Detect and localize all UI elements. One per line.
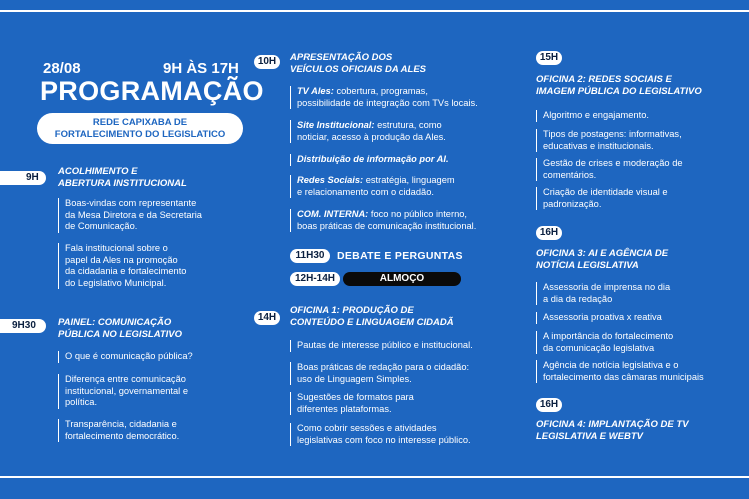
list-item: Diferença entre comunicação institucional, governamental e política. [58,374,188,409]
list-item [290,86,478,109]
subtitle-line-1: REDE CAPIXABA DE [92,117,188,128]
bottom-border-line [0,476,749,478]
page-title: PROGRAMAÇÃO [40,76,264,106]
item-label: TV Ales: [297,86,334,96]
list-item: Gestão de crises e moderação de comentários. [536,158,683,181]
time-badge-12h-14h: 12H-14H [290,272,340,286]
list-item: Como cobrir sessões e atividades legislativas com foco no interesse público. [290,423,471,446]
list-item: Transparência, cidadania e fortalecimento democrático. [58,419,179,442]
section-title-apresentacao: APRESENTAÇÃO DOS VEÍCULOS OFICIAIS DA ALES [290,52,427,75]
time-badge-16h-a: 16H [536,226,562,240]
event-time: 9H ÀS 17H [163,60,239,77]
list-item: A importância do fortalecimento da comunicação legislativa [536,331,673,354]
item-label: COM. INTERNA: [297,209,369,219]
section-title-oficina-3: OFICINA 3: AI E AGÊNCIA DE NOTÍCIA LEGISLATIVA [536,248,669,271]
top-border-line [0,10,749,12]
list-item [290,120,446,143]
item-label: Site Institucional: [297,120,375,130]
list-item: Boas-vindas com representante da Mesa Diretora e da Secretaria de Comunicação. [58,198,202,233]
lunch-badge: ALMOÇO [343,272,461,286]
list-item: Tipos de postagens: informativas, educativas e institucionais. [536,129,682,152]
list-item: Agência de notícia legislativa e o fortalecimento das câmaras municipais [536,360,704,383]
list-item [290,209,476,232]
list-item: O que é comunicação pública? [58,351,193,363]
subtitle-line-2: FORTALECIMENTO DO LEGISLATICO [54,129,226,140]
list-item: Fala institucional sobre o papel da Ales na promoção da cidadania e fortalecimento do Legislativo Municipal. [58,243,186,289]
time-badge-9h30: 9H30 [0,319,46,333]
section-title-oficina-2: OFICINA 2: REDES SOCIAIS E IMAGEM PÚBLICA DO LEGISLATIVO [536,74,702,97]
time-badge-15h: 15H [536,51,562,65]
list-item: Assessoria de imprensa no dia a dia da redação [536,282,670,305]
time-badge-11h30: 11H30 [290,249,330,263]
list-item: Sugestões de formatos para diferentes plataformas. [290,392,414,415]
item-text: cobertura, programas, possibilidade de integração com TVs locais. [297,86,478,108]
time-badge-10h: 10H [254,55,280,69]
event-date: 28/08 [43,60,81,77]
time-badge-16h-b: 16H [536,398,562,412]
list-item: Assessoria proativa x reativa [536,312,662,324]
item-text: estratégia, linguagem e relacionamento com o cidadão. [297,175,455,197]
list-item [290,175,455,198]
item-label: Distribuição de informação por AI. [297,154,449,164]
list-item: Algoritmo e engajamento. [536,110,649,122]
section-title-oficina-1: OFICINA 1: PRODUÇÃO DE CONTEÚDO E LINGUAGEM CIDADÃ [290,305,454,328]
list-item [290,154,449,166]
debate-label: DEBATE E PERGUNTAS [337,250,463,262]
time-badge-14h: 14H [254,311,280,325]
subtitle-pill [37,113,243,144]
section-title-acolhimento: ACOLHIMENTO E ABERTURA INSTITUCIONAL [58,166,187,189]
list-item: Boas práticas de redação para o cidadão: uso de Linguagem Simples. [290,362,469,385]
section-title-oficina-4: OFICINA 4: IMPLANTAÇÃO DE TV LEGISLATIVA E WEBTV [536,419,689,442]
section-title-painel: PAINEL: COMUNICAÇÃO PÚBLICA NO LEGISLATIVO [58,317,183,340]
list-item: Pautas de interesse público e institucional. [290,340,473,352]
item-label: Redes Sociais: [297,175,364,185]
time-badge-9h: 9H [0,171,46,185]
item-text: foco no público interno, boas práticas de comunicação institucional. [297,209,477,231]
list-item: Criação de identidade visual e padronização. [536,187,668,210]
item-text: estrutura, como noticiar, acesso à produção da Ales. [297,120,446,142]
